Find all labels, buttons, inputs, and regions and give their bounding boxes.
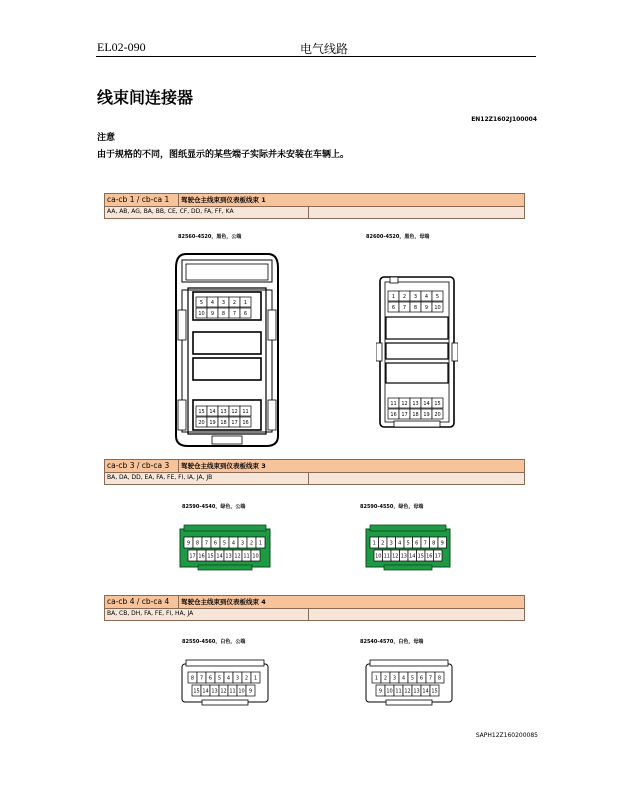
pin-label: 19 [423,411,430,418]
pin-label: 2 [232,299,237,306]
section-3-name: 驾驶仓主线束到仪表板线束 4 [181,598,266,606]
pin-label: 10 [238,688,245,695]
section-3-female-connector [364,658,454,706]
pin-label: 6 [213,540,218,547]
section-3-male-caption: 82550-4560，白色，公端 [182,639,246,645]
section-3-female-caption: 82540-4570，白色，母端 [360,639,424,645]
pin-label: 5 [435,293,440,300]
pin-label: 11 [395,688,402,695]
pin-label: 2 [383,675,388,682]
pin-label: 12 [404,688,411,695]
pin-label: 11 [229,688,236,695]
pin-label: 3 [413,293,418,300]
pin-label: 13 [412,400,419,407]
pin-label: 15 [193,688,200,695]
pin-label: 10 [252,553,259,560]
note-heading: 注意 [97,133,116,143]
pin-label: 7 [232,310,237,317]
pin-label: 9 [378,688,383,695]
pin-label: 17 [231,419,238,426]
pin-label: 6 [415,540,419,547]
pin-label: 18 [220,419,227,426]
pin-label: 19 [209,419,216,426]
pin-label: 11 [243,553,250,560]
pin-label: 14 [216,553,223,560]
document-code: EN12Z1602J100004 [471,116,537,123]
pin-label: 15 [198,408,205,415]
pin-label: 5 [199,299,204,306]
pin-label: 14 [422,688,429,695]
section-1-female-caption: 82600-4520，黑色，母端 [366,234,430,240]
section-1-table [104,193,525,219]
pin-label: 15 [431,688,438,695]
pin-label: 6 [419,675,424,682]
pin-label: 3 [392,675,397,682]
pin-label: 5 [217,675,222,682]
pin-label: 8 [432,540,436,547]
pin-label: 6 [208,675,213,682]
pin-label: 8 [221,310,226,317]
page-title: 线束间连接器 [97,88,194,107]
pin-label: 13 [220,408,227,415]
pin-label: 1 [253,675,258,682]
pin-label: 11 [242,408,249,415]
section-1-code: ca-cb 1 / cb-ca 1 [105,194,179,206]
pin-label: 7 [428,675,433,682]
pin-label: 3 [221,299,226,306]
pin-label: 6 [243,310,248,317]
pin-label: 17 [401,411,408,418]
section-3-table [104,595,525,621]
pin-label: 5 [222,540,227,547]
pin-label: 2 [249,540,254,547]
pin-label: 13 [400,553,407,560]
section-1-female-connector [376,273,458,431]
pin-label: 18 [412,411,419,418]
pin-label: 9 [440,540,444,547]
pin-label: 8 [190,675,195,682]
pin-label: 1 [374,675,379,682]
pin-label: 1 [372,540,376,547]
section-3-male-connector [180,658,270,706]
pin-label: 1 [243,299,248,306]
pin-label: 9 [210,310,215,317]
section-1-male-connector [172,250,282,450]
pin-label: 20 [198,419,205,426]
pin-label: 16 [426,553,433,560]
pin-label: 8 [413,304,418,311]
pin-label: 3 [235,675,240,682]
pin-label: 12 [392,553,399,560]
pin-label: 13 [225,553,232,560]
pin-label: 15 [434,400,441,407]
pin-label: 4 [398,540,402,547]
section-2-male-caption: 82590-4540，绿色，公端 [182,504,246,510]
page-code: EL02-090 [97,40,146,54]
pin-label: 15 [417,553,424,560]
pin-label: 7 [423,540,427,547]
pin-label: 10 [434,304,441,311]
pin-label: 12 [220,688,227,695]
pin-label: 9 [424,304,429,311]
pin-label: 7 [402,304,407,311]
pin-label: 11 [390,400,397,407]
section-1-applicable-codes: AA, AB, AG, BA, BB, CE, CF, DD, FA, FF, KA [105,207,309,218]
pin-label: 20 [434,411,441,418]
pin-label: 4 [226,675,231,682]
pin-label: 4 [231,540,236,547]
section-2-male-connector [178,523,272,571]
pin-label: 16 [390,411,397,418]
pin-label: 4 [424,293,429,300]
section-2-code: ca-cb 3 / cb-ca 3 [105,460,179,472]
pin-label: 12 [234,553,241,560]
pin-label: 1 [258,540,263,547]
pin-label: 2 [402,293,407,300]
pin-label: 8 [437,675,442,682]
section-2-table [104,459,525,485]
pin-label: 10 [375,553,382,560]
section-1-male-caption: 82560-4520，黑色，公端 [178,234,242,240]
pin-label: 7 [204,540,209,547]
section-name: 电气线路 [300,42,349,56]
section-3-code: ca-cb 4 / cb-ca 4 [105,596,179,608]
section-2-female-connector [364,523,452,571]
pin-label: 11 [383,553,390,560]
section-2-applicable-codes: BA, DA, DD, EA, FA, FE, FI, IA, JA, JB [105,473,309,484]
pin-label: 14 [202,688,209,695]
pin-label: 16 [198,553,205,560]
pin-label: 4 [401,675,406,682]
pin-label: 13 [211,688,218,695]
note-text: 由于规格的不同，图纸显示的某些端子实际并未安装在车辆上。 [97,150,350,160]
pin-label: 8 [195,540,200,547]
pin-label: 2 [381,540,385,547]
section-2-name: 驾驶仓主线束到仪表板线束 3 [181,462,266,470]
pin-label: 6 [391,304,396,311]
header-rule [96,56,536,57]
pin-label: 17 [189,553,196,560]
pin-label: 17 [434,553,441,560]
pin-label: 3 [389,540,393,547]
pin-label: 16 [242,419,249,426]
pin-label: 9 [248,688,253,695]
pin-label: 13 [413,688,420,695]
pin-label: 14 [423,400,430,407]
section-3-applicable-codes: BA, CB, DH, FA, FE, FI, HA, JA [105,609,309,620]
footer-code: SAPH12Z160200085 [475,732,538,739]
pin-label: 12 [401,400,408,407]
pin-label: 14 [409,553,416,560]
pin-label: 15 [207,553,214,560]
pin-label: 5 [406,540,410,547]
section-1-name: 驾驶仓主线束到仪表板线束 1 [181,196,266,204]
pin-label: 14 [209,408,216,415]
pin-label: 12 [231,408,238,415]
section-2-female-caption: 82590-4550，绿色，母端 [360,504,424,510]
pin-label: 2 [244,675,249,682]
pin-label: 5 [410,675,415,682]
pin-label: 7 [199,675,204,682]
pin-label: 9 [186,540,191,547]
pin-label: 10 [386,688,393,695]
pin-label: 3 [240,540,245,547]
pin-label: 10 [198,310,205,317]
pin-label: 4 [210,299,215,306]
pin-label: 1 [391,293,396,300]
